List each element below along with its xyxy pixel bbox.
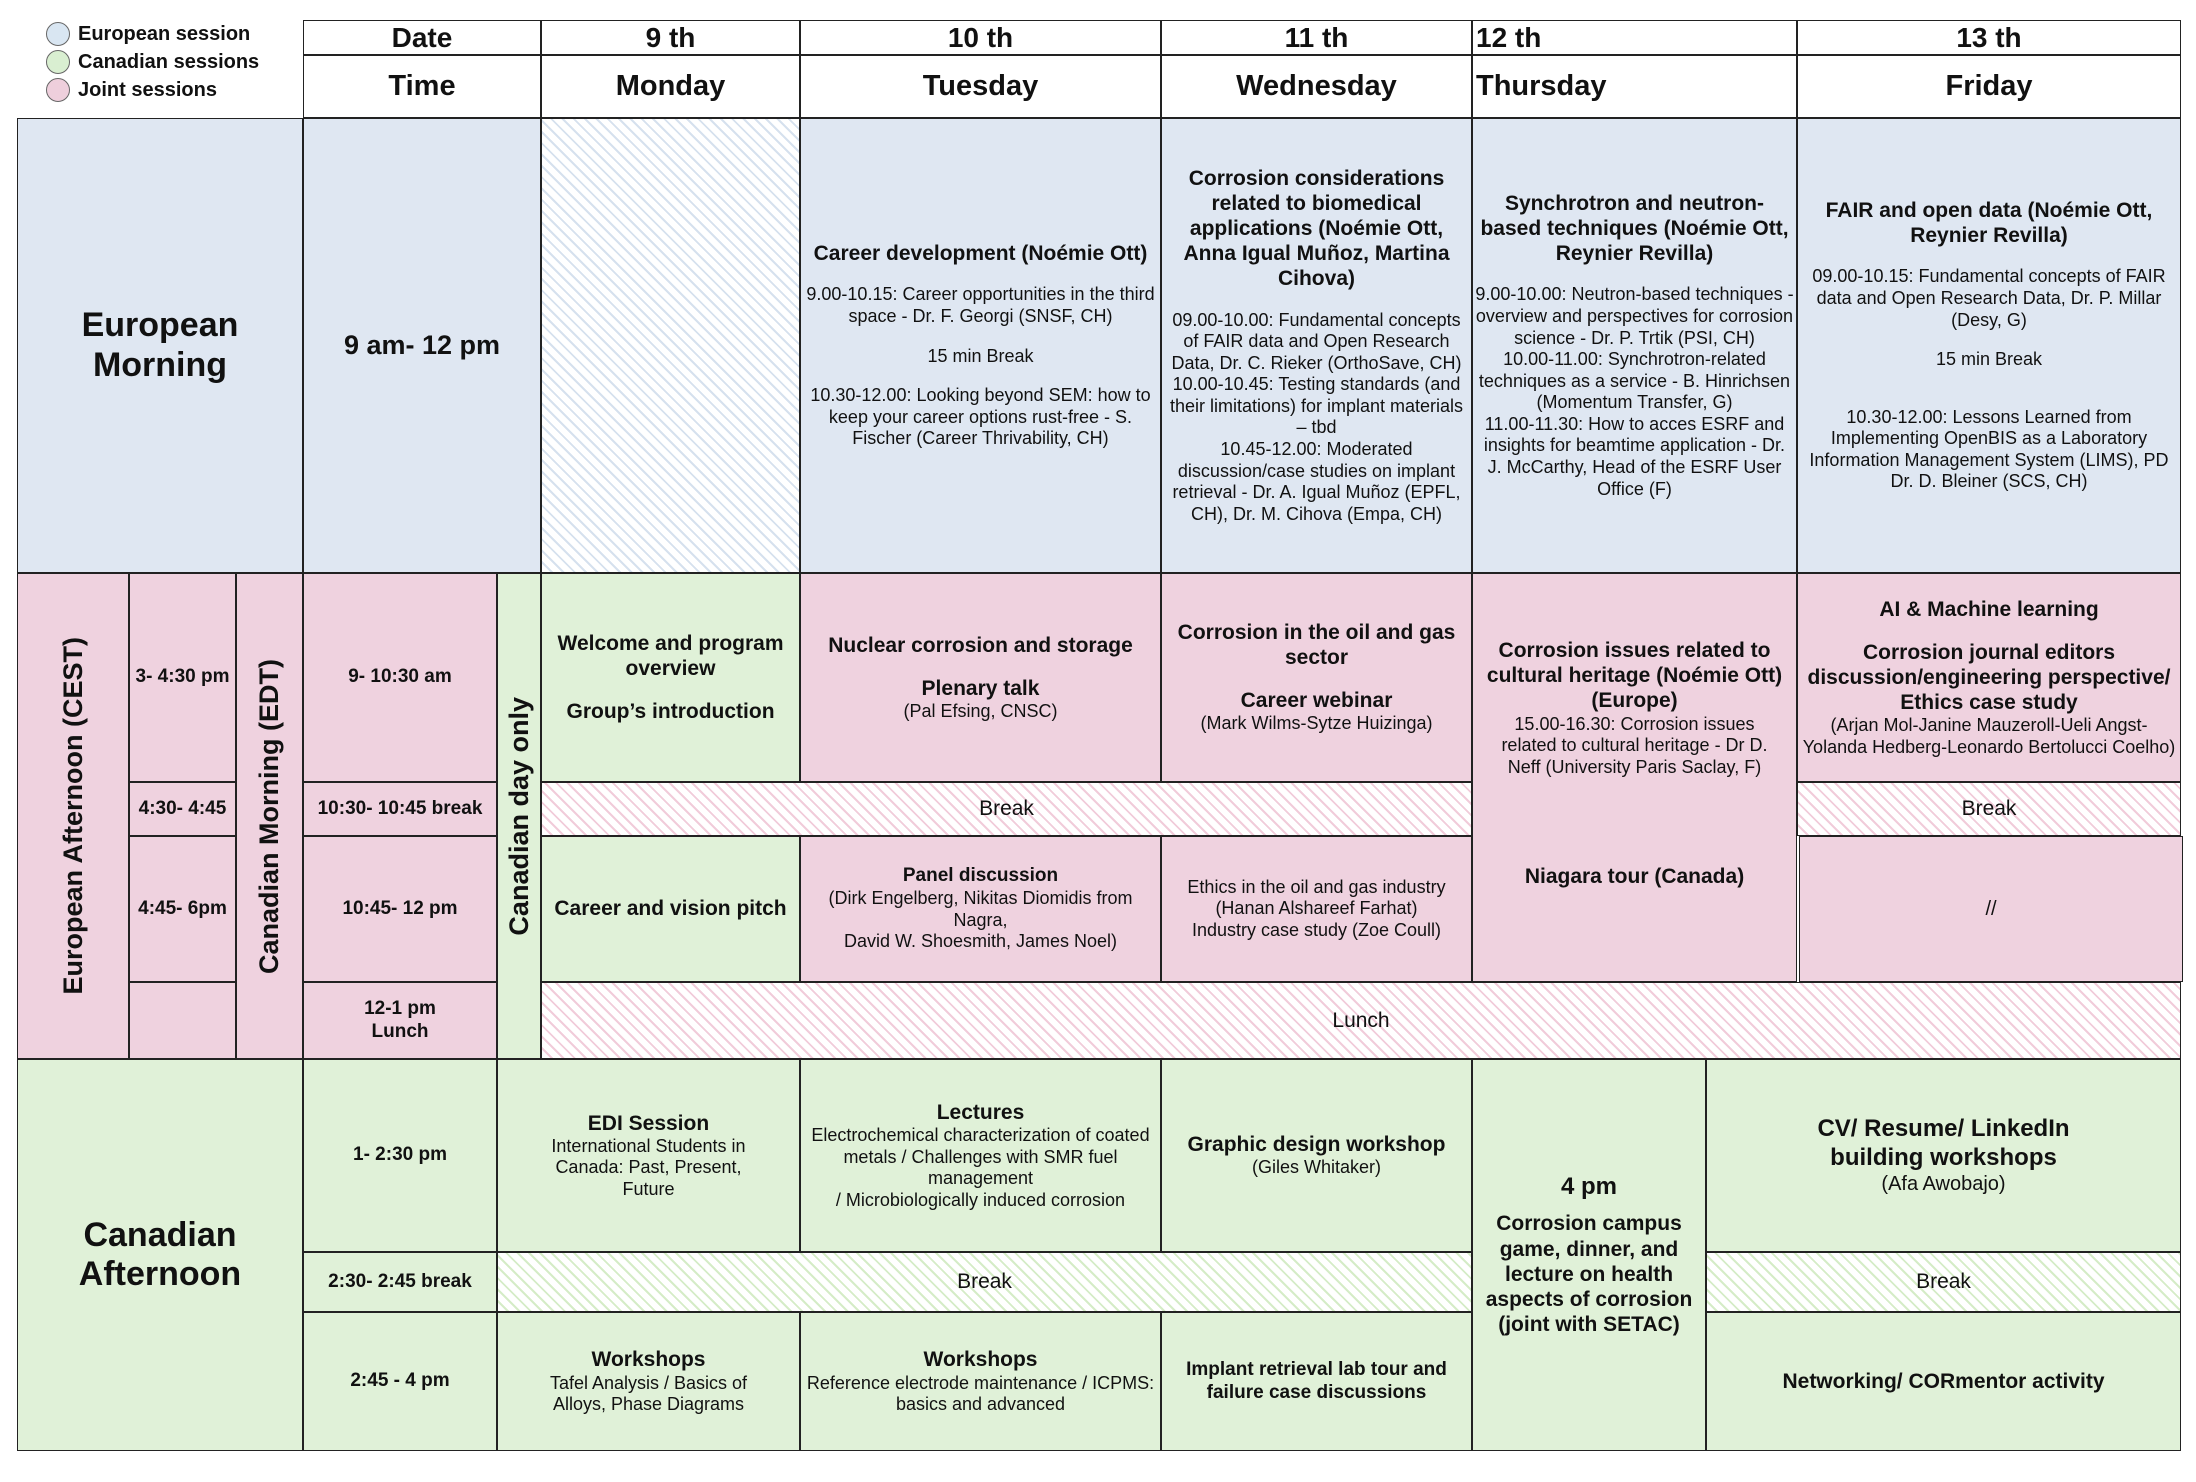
session-title: FAIR and open data (Noémie Ott, Reynier Revilla) bbox=[1825, 198, 2153, 248]
session-subtitle: Corrosion journal editors discussion/engineering perspective/ Ethics case study bbox=[1807, 640, 2171, 715]
joint-break-row: Break bbox=[541, 782, 1472, 836]
header-day-monday: Monday bbox=[541, 55, 800, 118]
legend-dot-canadian bbox=[46, 50, 70, 74]
eu-time-slot-2: 4:30- 4:45 bbox=[129, 782, 236, 836]
thursday-cultural-heritage-session bbox=[1472, 573, 1797, 982]
session-detail: (Giles Whitaker) bbox=[1251, 1157, 1381, 1178]
wednesday-ethics-session bbox=[1161, 836, 1472, 982]
monday-edi-session bbox=[497, 1059, 800, 1252]
legend-item-joint bbox=[46, 76, 259, 104]
session-detail: 10.00-10.45: Testing standards (and their limitations) for implant materials – tbd bbox=[1169, 374, 1464, 438]
session-detail: Reference electrode maintenance / ICPMS: basics and advanced bbox=[806, 1372, 1155, 1415]
session-detail: (Afa Awobajo) bbox=[1881, 1173, 2006, 1196]
thursday-morning-session bbox=[1472, 118, 1797, 573]
session-title: Workshops bbox=[591, 1348, 706, 1372]
canadian-break-row: Break bbox=[497, 1252, 1472, 1312]
session-title: Nuclear corrosion and storage bbox=[828, 633, 1133, 657]
session-detail: 15 min Break bbox=[1935, 349, 2043, 370]
tuesday-panel-discussion bbox=[800, 836, 1161, 982]
eu-time-slot-1: 3- 4:30 pm bbox=[129, 573, 236, 782]
tuesday-workshops bbox=[800, 1312, 1161, 1451]
session-title: Graphic design workshop bbox=[1187, 1133, 1446, 1157]
session-time: 4 pm bbox=[1560, 1172, 1617, 1200]
wednesday-oil-gas-session bbox=[1161, 573, 1472, 782]
session-detail: 10.00-11.00: Synchrotron-related techniques as a service - B. Hinrichsen (Momentum Transfer, G) bbox=[1478, 349, 1791, 413]
friday-canadian-break: Break bbox=[1706, 1252, 2181, 1312]
friday-networking bbox=[1706, 1312, 2181, 1451]
session-detail: 15.00-16.30: Corrosion issues related to cultural heritage - Dr D. Neff (University Paris Saclay, F) bbox=[1501, 713, 1768, 777]
ca-afternoon-time-3: 2:45 - 4 pm bbox=[303, 1312, 497, 1451]
tuesday-nuclear-session bbox=[800, 573, 1161, 782]
canadian-day-only-label: Canadian day only bbox=[503, 696, 534, 936]
session-detail: David W. Shoesmith, James Noel) bbox=[843, 931, 1118, 952]
canadian-afternoon-label: Canadian Afternoon bbox=[17, 1059, 303, 1451]
niagara-tour-label: Niagara tour (Canada) bbox=[1524, 865, 1745, 889]
lunch-time: 12-1 pm bbox=[364, 997, 436, 1019]
legend-dot-european bbox=[46, 22, 70, 46]
header-date-label: Date bbox=[303, 20, 541, 55]
canadian-morning-label: Canadian Morning (EDT) bbox=[254, 658, 285, 974]
eu-time-slot-4 bbox=[129, 982, 236, 1059]
session-title: EDI Session bbox=[587, 1111, 710, 1135]
header-date-thursday: 12 th bbox=[1472, 20, 1797, 55]
session-detail: International Students in Canada: Past, Present, Future bbox=[551, 1135, 746, 1199]
session-title: CV/ Resume/ LinkedIn building workshops bbox=[1817, 1114, 2070, 1171]
ca-time-slot-2: 10:30- 10:45 break bbox=[303, 782, 497, 836]
eu-time-slot-3: 4:45- 6pm bbox=[129, 836, 236, 982]
friday-placeholder: // bbox=[1799, 836, 2183, 982]
header-date-wednesday: 11 th bbox=[1161, 20, 1472, 55]
session-detail: 11.00-11.30: How to acces ESRF and insights for beamtime application - Dr. J. McCarthy, Head of the ESRF User Office (F) bbox=[1483, 413, 1786, 499]
thursday-campus-game bbox=[1472, 1059, 1706, 1451]
session-detail: (Dirk Engelberg, Nikitas Diomidis from Nagra, bbox=[828, 888, 1133, 930]
ca-afternoon-time-1: 1- 2:30 pm bbox=[303, 1059, 497, 1252]
session-title: Panel discussion bbox=[902, 865, 1059, 887]
session-subtitle: Plenary talk bbox=[921, 676, 1040, 700]
legend-label: Joint sessions bbox=[78, 78, 217, 101]
session-title: Career and vision pitch bbox=[554, 897, 787, 921]
ca-time-slot-1: 9- 10:30 am bbox=[303, 573, 497, 782]
friday-ai-session bbox=[1797, 573, 2181, 782]
legend-label: Canadian sessions bbox=[78, 50, 260, 73]
session-detail: Corrosion campus game, dinner, and lecture on health aspects of corrosion (joint with SETAC) bbox=[1485, 1212, 1693, 1337]
session-title: Corrosion considerations related to biomedical applications (Noémie Ott, Anna Igual Muñoz, Martina Cihova) bbox=[1183, 166, 1450, 291]
session-title: Implant retrieval lab tour and failure case discussions bbox=[1186, 1358, 1447, 1403]
session-title: Welcome and program overview bbox=[557, 631, 784, 680]
european-morning-time: 9 am- 12 pm bbox=[303, 118, 541, 573]
canadian-morning-label-cell bbox=[236, 573, 303, 1059]
legend bbox=[46, 20, 259, 104]
wednesday-morning-session bbox=[1161, 118, 1472, 573]
friday-morning-session bbox=[1797, 118, 2181, 573]
european-afternoon-label-cell bbox=[17, 573, 129, 1059]
session-detail: Industry case study (Zoe Coull) bbox=[1191, 919, 1442, 940]
session-detail: 10.30-12.00: Lessons Learned from Implementing OpenBIS as a Laboratory Information Management System (LIMS), PD Dr. D. Bleiner (SCS, CH) bbox=[1809, 406, 2169, 492]
session-title: Corrosion in the oil and gas sector bbox=[1177, 620, 1456, 670]
session-detail: 9.00-10.15: Career opportunities in the third space - Dr. F. Georgi (SNSF, CH) bbox=[806, 284, 1155, 326]
ca-time-slot-3: 10:45- 12 pm bbox=[303, 836, 497, 982]
legend-label: European session bbox=[78, 22, 251, 45]
header-time-label: Time bbox=[303, 55, 541, 118]
header-date-tuesday: 10 th bbox=[800, 20, 1161, 55]
session-detail: Ethics in the oil and gas industry bbox=[1187, 876, 1446, 897]
session-title: Synchrotron and neutron-based techniques (Noémie Ott, Reynier Revilla) bbox=[1480, 191, 1789, 266]
ca-afternoon-time-2: 2:30- 2:45 break bbox=[303, 1252, 497, 1312]
wednesday-lab-tour bbox=[1161, 1312, 1472, 1451]
session-detail: 09.00-10.00: Fundamental concepts of FAIR data and Open Research Data, Dr. C. Rieker (OrthoSave, CH) bbox=[1171, 309, 1462, 373]
session-title: Lectures bbox=[936, 1100, 1025, 1124]
session-detail: 10.30-12.00: Looking beyond SEM: how to keep your career options rust-free - S. Fischer (Career Thrivability, CH) bbox=[810, 385, 1151, 449]
session-title: Career development (Noémie Ott) bbox=[813, 242, 1148, 266]
session-detail: Electrochemical characterization of coated metals / Challenges with SMR fuel management bbox=[811, 1124, 1150, 1189]
legend-item-canadian bbox=[46, 48, 259, 76]
session-title: AI & Machine learning bbox=[1879, 597, 2099, 621]
session-detail: / Microbiologically induced corrosion bbox=[835, 1189, 1126, 1210]
session-title: Workshops bbox=[923, 1348, 1038, 1372]
session-detail: (Pal Efsing, CNSC) bbox=[903, 700, 1058, 721]
wednesday-graphic-design bbox=[1161, 1059, 1472, 1252]
session-title: Corrosion issues related to cultural heritage (Noémie Ott) (Europe) bbox=[1486, 639, 1783, 713]
monday-workshops bbox=[497, 1312, 800, 1451]
european-afternoon-label: European Afternoon (CEST) bbox=[57, 637, 88, 995]
friday-cv-workshop bbox=[1706, 1059, 2181, 1252]
legend-item-european bbox=[46, 20, 259, 48]
lunch-time-label: Lunch bbox=[371, 1020, 429, 1042]
header-date-monday: 9 th bbox=[541, 20, 800, 55]
header-day-wednesday: Wednesday bbox=[1161, 55, 1472, 118]
session-detail: 09.00-10.15: Fundamental concepts of FAIR data and Open Research Data, Dr. P. Millar (Desy, G) bbox=[1812, 266, 2166, 330]
header-date-friday: 13 th bbox=[1797, 20, 2181, 55]
ca-time-slot-4 bbox=[303, 982, 497, 1059]
session-detail: 10.45-12.00: Moderated discussion/case studies on implant retrieval - Dr. A. Igual Muñoz (EPFL, CH), Dr. M. Cihova (Empa, CH) bbox=[1172, 439, 1461, 524]
tuesday-morning-session bbox=[800, 118, 1161, 573]
tuesday-lectures-session bbox=[800, 1059, 1161, 1252]
header-day-friday: Friday bbox=[1797, 55, 2181, 118]
session-detail: 9.00-10.00: Neutron-based techniques - overview and perspectives for corrosion science - Dr. P. Trtik (PSI, CH) bbox=[1475, 284, 1794, 348]
monday-career-pitch bbox=[541, 836, 800, 982]
friday-joint-break: Break bbox=[1797, 782, 2181, 836]
lunch-row: Lunch bbox=[541, 982, 2181, 1059]
session-subtitle: Career webinar bbox=[1240, 689, 1393, 713]
monday-morning-empty bbox=[541, 118, 800, 573]
monday-welcome-session bbox=[541, 573, 800, 782]
session-detail: (Hanan Alshareef Farhat) bbox=[1215, 898, 1418, 919]
session-subtitle: Group’s introduction bbox=[566, 700, 775, 724]
session-detail: 15 min Break bbox=[927, 345, 1034, 366]
session-title: Networking/ CORmentor activity bbox=[1782, 1369, 2105, 1393]
canadian-day-only-cell bbox=[497, 573, 541, 1059]
header-day-tuesday: Tuesday bbox=[800, 55, 1161, 118]
session-detail: (Mark Wilms-Sytze Huizinga) bbox=[1200, 713, 1433, 734]
european-morning-label: European Morning bbox=[17, 118, 303, 573]
legend-dot-joint bbox=[46, 78, 70, 102]
header-day-thursday: Thursday bbox=[1472, 55, 1797, 118]
session-detail: Tafel Analysis / Basics of Alloys, Phase Diagrams bbox=[549, 1372, 748, 1415]
session-detail: (Arjan Mol-Janine Mauzeroll-Ueli Angst-Yolanda Hedberg-Leonardo Bertolucci Coelho) bbox=[1802, 715, 2176, 757]
